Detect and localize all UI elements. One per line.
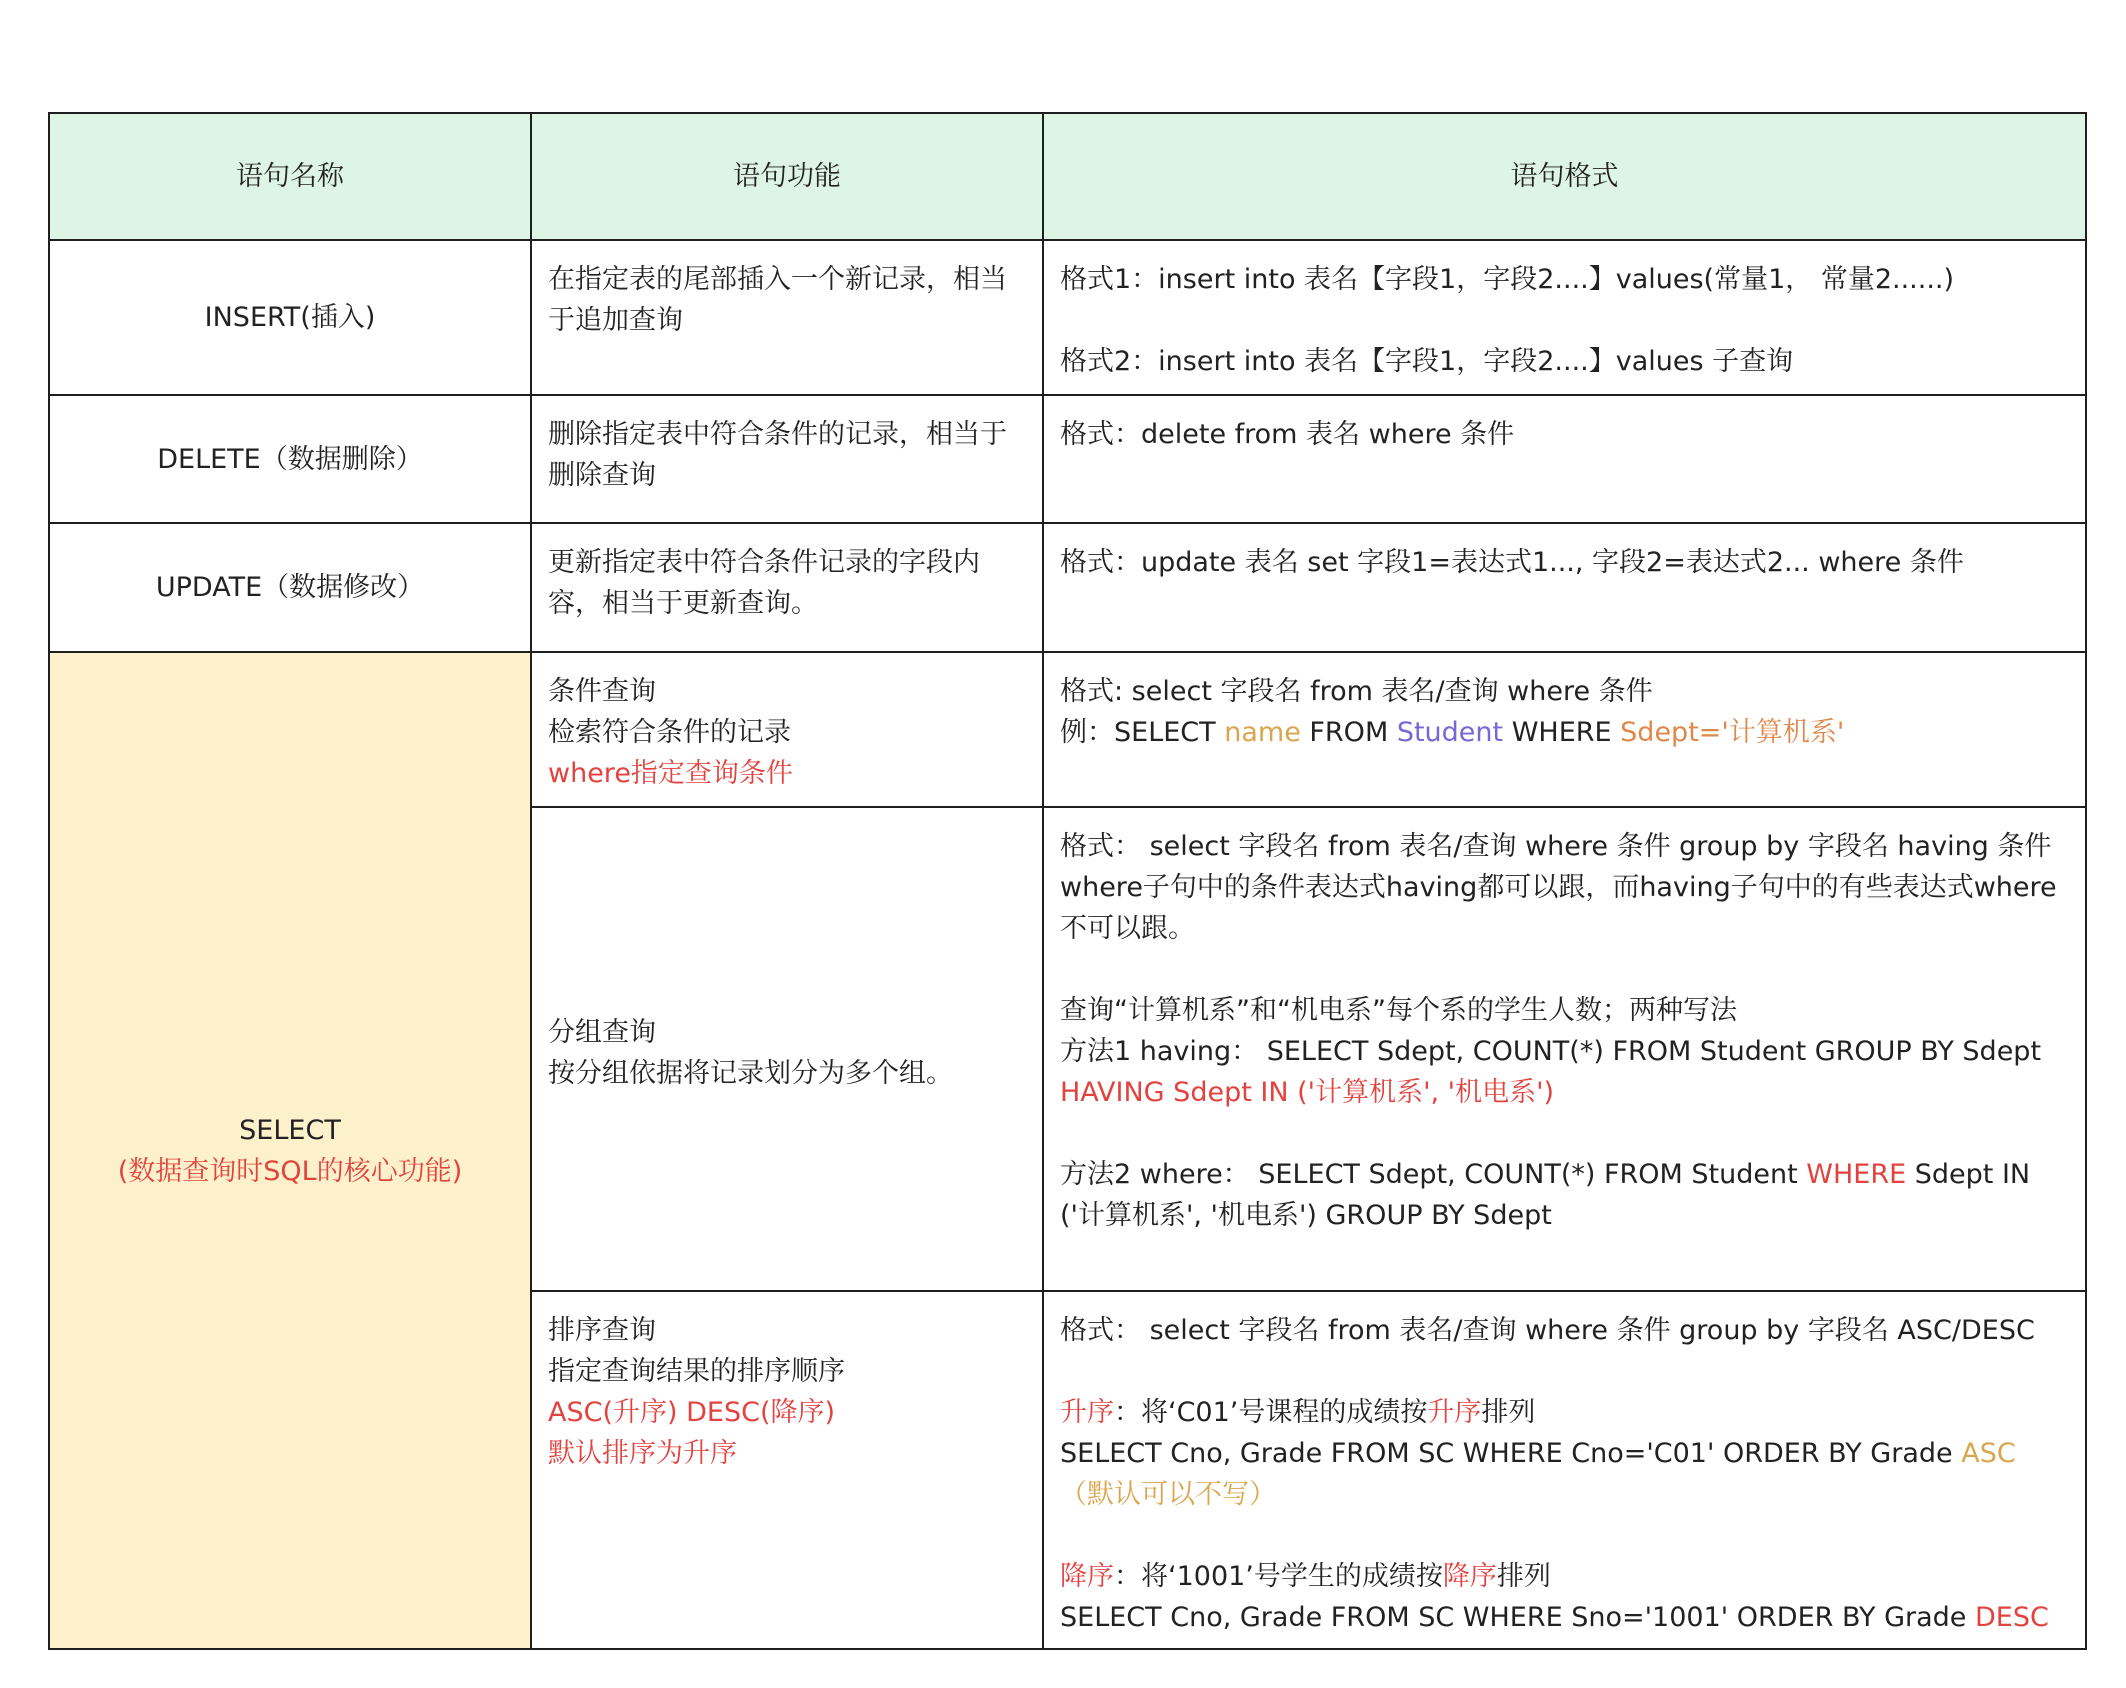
header-name: 语句名称	[49, 113, 531, 240]
sql-statement-table	[48, 112, 2087, 1650]
order-desc-sql: SELECT Cno, Grade FROM SC WHERE Sno='1001' ORDER BY Grade DESC	[1060, 1602, 2049, 1633]
delete-name: DELETE（数据删除）	[49, 395, 531, 523]
group-method-2: 方法2 where： SELECT Sdept, COUNT(*) FROM Student WHERE Sdept IN ('计算机系', '机电系') GROUP BY Sdept	[1060, 1159, 2031, 1231]
condition-format	[1043, 652, 2086, 807]
select-subtitle: (数据查询时SQL的核心功能)	[117, 1155, 463, 1187]
condition-desc: 检索符合条件的记录	[548, 717, 791, 748]
asc-keyword: ASC（默认可以不写）	[1060, 1438, 2016, 1510]
order-default: 默认排序为升序	[548, 1438, 737, 1469]
order-asc-desc-line: 升序：将‘C01’号课程的成绩按升序排列	[1060, 1397, 1536, 1428]
group-format-line: 格式： select 字段名 from 表名/查询 where 条件 group by 字段名 having 条件	[1060, 831, 2052, 862]
row-insert	[49, 240, 2086, 395]
order-format	[1043, 1291, 2086, 1649]
asc-label: 升序	[1060, 1397, 1114, 1428]
header-format: 语句格式	[1043, 113, 2086, 240]
group-method-2-where: WHERE	[1806, 1159, 1907, 1190]
row-update	[49, 523, 2086, 652]
insert-function: 在指定表的尾部插入一个新记录，相当于追加查询	[531, 240, 1043, 395]
condition-example: 例：SELECT name FROM Student WHERE Sdept='计算机系'	[1060, 717, 1845, 748]
group-format	[1043, 807, 2086, 1291]
order-desc-desc-line: 降序：将‘1001’号学生的成绩按降序排列	[1060, 1561, 1551, 1592]
insert-format-1: 格式1：insert into 表名【字段1，字段2....】values(常量1， 常量2......)	[1060, 264, 1955, 295]
insert-format-2: 格式2：insert into 表名【字段1，字段2....】values 子查询	[1060, 346, 1794, 377]
group-title: 分组查询	[548, 1017, 656, 1048]
header-function: 语句功能	[531, 113, 1043, 240]
order-title: 排序查询	[548, 1315, 656, 1346]
group-method-1-having: HAVING Sdept IN ('计算机系', '机电系')	[1060, 1077, 1555, 1108]
delete-format: 格式：delete from 表名 where 条件	[1043, 395, 2086, 523]
insert-name: INSERT(插入)	[49, 240, 531, 395]
insert-format	[1043, 240, 2086, 395]
group-function	[531, 807, 1043, 1291]
condition-title: 条件查询	[548, 676, 656, 707]
desc-label: 降序	[1060, 1561, 1114, 1592]
delete-function: 删除指定表中符合条件的记录，相当于删除查询	[531, 395, 1043, 523]
order-desc: 指定查询结果的排序顺序	[548, 1356, 845, 1387]
update-name: UPDATE（数据修改）	[49, 523, 531, 652]
order-asc-desc: ASC(升序) DESC(降序)	[548, 1397, 836, 1428]
group-method-1: 方法1 having： SELECT Sdept, COUNT(*) FROM Student GROUP BY Sdept	[1060, 1036, 2042, 1067]
example-student: Student	[1396, 717, 1504, 748]
update-function: 更新指定表中符合条件记录的字段内容，相当于更新查询。	[531, 523, 1043, 652]
group-note: where子句中的条件表达式having都可以跟，而having子句中的有些表达式where不可以跟。	[1060, 872, 2057, 944]
row-delete	[49, 395, 2086, 523]
desc-keyword: DESC	[1975, 1602, 2049, 1633]
group-desc: 按分组依据将记录划分为多个组。	[548, 1058, 953, 1089]
update-format: 格式：update 表名 set 字段1=表达式1..., 字段2=表达式2... where 条件	[1043, 523, 2086, 652]
select-name: SELECT	[239, 1114, 341, 1146]
group-question: 查询“计算机系”和“机电系”每个系的学生人数；两种写法	[1060, 995, 1737, 1026]
condition-format-line: 格式: select 字段名 from 表名/查询 where 条件	[1060, 676, 1653, 707]
example-condition: Sdept='计算机系'	[1620, 717, 1845, 748]
condition-where-note: where指定查询条件	[548, 758, 793, 789]
example-name: name	[1224, 717, 1301, 748]
condition-function	[531, 652, 1043, 807]
select-name-cell	[49, 652, 531, 1649]
order-asc-sql: SELECT Cno, Grade FROM SC WHERE Cno='C01' ORDER BY Grade ASC（默认可以不写）	[1060, 1438, 2016, 1510]
row-select-condition	[49, 652, 2086, 807]
order-function	[531, 1291, 1043, 1649]
order-format-line: 格式： select 字段名 from 表名/查询 where 条件 group by 字段名 ASC/DESC	[1060, 1315, 2035, 1346]
header-row	[49, 113, 2086, 240]
